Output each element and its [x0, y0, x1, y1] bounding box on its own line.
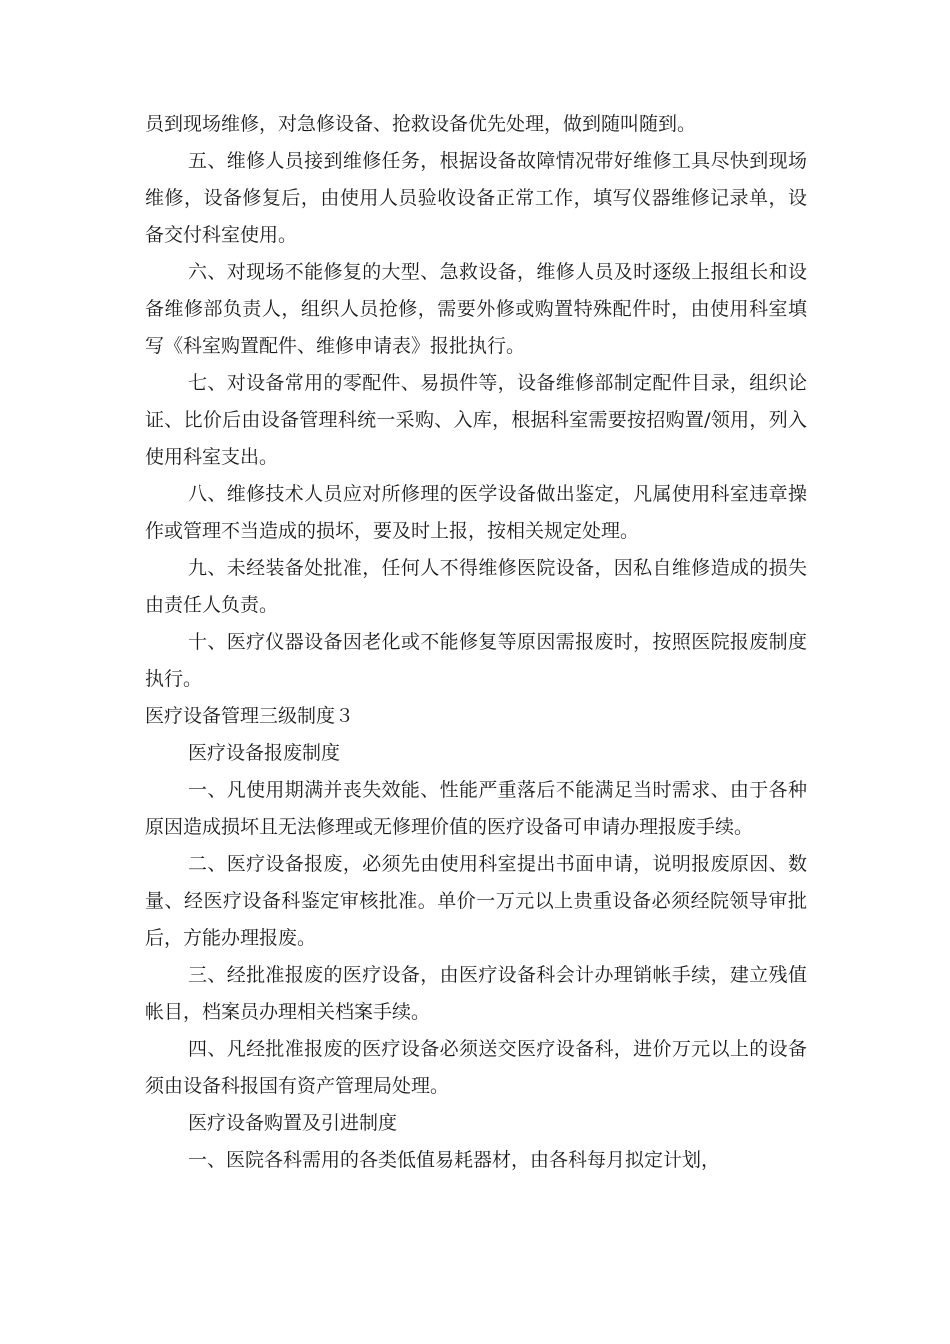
paragraph-item-9: 九、未经装备处批准，任何人不得维修医院设备，因私自维修造成的损失由责任人负责。 — [145, 557, 807, 616]
paragraph-item-8: 八、维修技术人员应对所修理的医学设备做出鉴定，凡属使用科室违章操作或管理不当造成的损坏，要及时上报，按相关规定处理。 — [145, 483, 807, 542]
section-heading: 医疗设备管理三级制度３ — [145, 705, 355, 727]
subsection-heading-procurement: 医疗设备购置及引进制度 — [188, 1112, 398, 1134]
paragraph-procurement-item-1: 一、医院各科需用的各类低值易耗器材，由各科每月拟定计划， — [188, 1149, 721, 1171]
paragraph-scrap-item-3: 三、经批准报废的医疗设备，由医疗设备科会计办理销帐手续，建立残值帐目，档案员办理相关档案手续。 — [145, 964, 807, 1023]
paragraph-item-5: 五、维修人员接到维修任务，根据设备故障情况带好维修工具尽快到现场维修，设备修复后，由使用人员验收设备正常工作，填写仪器维修记录单，设备交付科室使用。 — [145, 150, 807, 246]
subsection-heading-scrapping: 医疗设备报废制度 — [188, 742, 341, 764]
paragraph-item-6: 六、对现场不能修复的大型、急救设备，维修人员及时逐级上报组长和设备维修部负责人，组织人员抢修，需要外修或购置特殊配件时，由使用科室填写《科室购置配件、维修申请表》报批执行。 — [145, 261, 807, 357]
paragraph-item-10: 十、医疗仪器设备因老化或不能修复等原因需报废时，按照医院报废制度执行。 — [145, 631, 807, 690]
paragraph-repair-response-continued: 员到现场维修，对急修设备、抢救设备优先处理，做到随叫随到。 — [145, 113, 697, 135]
paragraph-item-7: 七、对设备常用的零配件、易损件等，设备维修部制定配件目录，组织论证、比价后由设备管理科统一采购、入库，根据科室需要按招购置/领用，列入使用科室支出。 — [145, 372, 807, 468]
paragraph-scrap-item-4: 四、凡经批准报废的医疗设备必须送交医疗设备科，进价万元以上的设备须由设备科报国有资产管理局处理。 — [145, 1038, 807, 1097]
paragraph-scrap-item-2: 二、医疗设备报废，必须先由使用科室提出书面申请，说明报废原因、数量、经医疗设备科鉴定审核批准。单价一万元以上贵重设备必须经院领导审批后，方能办理报废。 — [145, 853, 807, 949]
paragraph-scrap-item-1: 一、凡使用期满并丧失效能、性能严重落后不能满足当时需求、由于各种原因造成损坏且无法修理或无修理价值的医疗设备可申请办理报废手续。 — [145, 779, 807, 838]
document-body — [145, 106, 807, 1179]
